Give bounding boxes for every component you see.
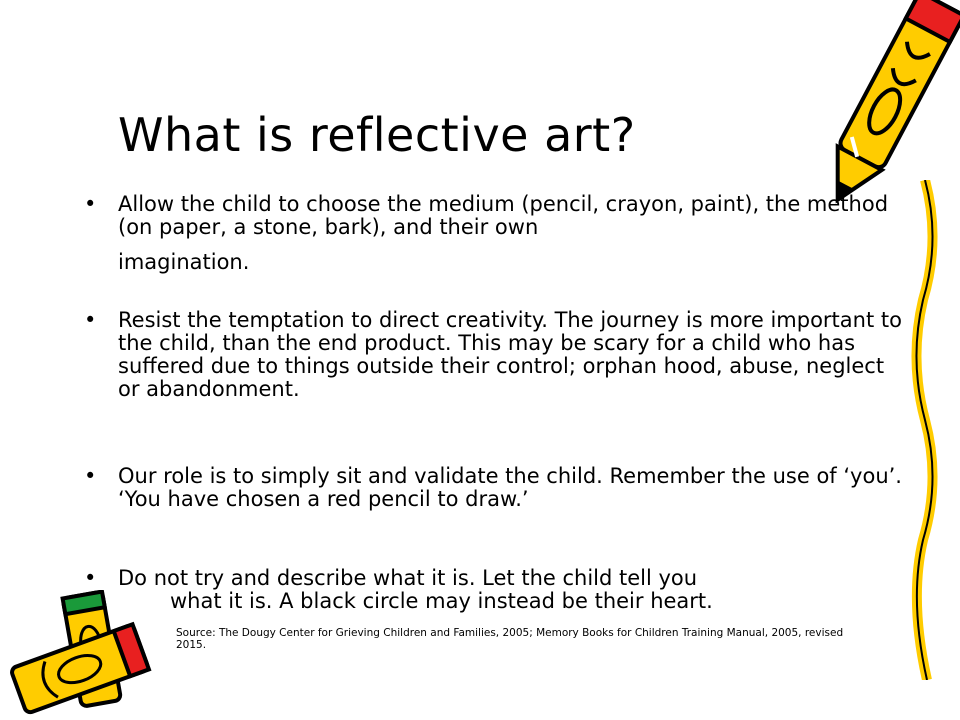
bullet-marker: • <box>84 308 97 332</box>
bullet-text: Our role is to simply sit and validate the child. Remember the use of ‘you’. ‘You have chosen a red pencil to draw.’ <box>118 464 902 511</box>
bullet-marker: • <box>84 192 97 216</box>
bullet-text-continuation: imagination. <box>118 250 250 274</box>
bullet-item <box>84 465 908 511</box>
bullet-item <box>84 193 908 274</box>
bullet-item <box>84 309 908 401</box>
bullet-marker: • <box>84 566 97 590</box>
bullet-text-continuation: what it is. A black circle may instead be their heart. <box>170 589 713 613</box>
bullet-marker: • <box>84 464 97 488</box>
slide-title: What is reflective art? <box>118 108 636 162</box>
bullet-text: Resist the temptation to direct creativity. The journey is more important to the child, than the end product. This may be scary for a child who has suffered due to things outside their control; orphan hood, abuse, neglect or abandonment. <box>118 308 902 401</box>
bullet-item <box>84 567 908 613</box>
crayon-squiggle-icon <box>905 180 945 680</box>
bullet-text: Do not try and describe what it is. Let the child tell you <box>118 566 698 590</box>
bullet-text: Allow the child to choose the medium (pencil, crayon, paint), the method (on paper, a stone, bark), and their own <box>118 192 889 239</box>
source-citation: Source: The Dougy Center for Grieving Children and Families, 2005; Memory Books for Children Training Manual, 2005, revised 2015. <box>176 627 844 651</box>
